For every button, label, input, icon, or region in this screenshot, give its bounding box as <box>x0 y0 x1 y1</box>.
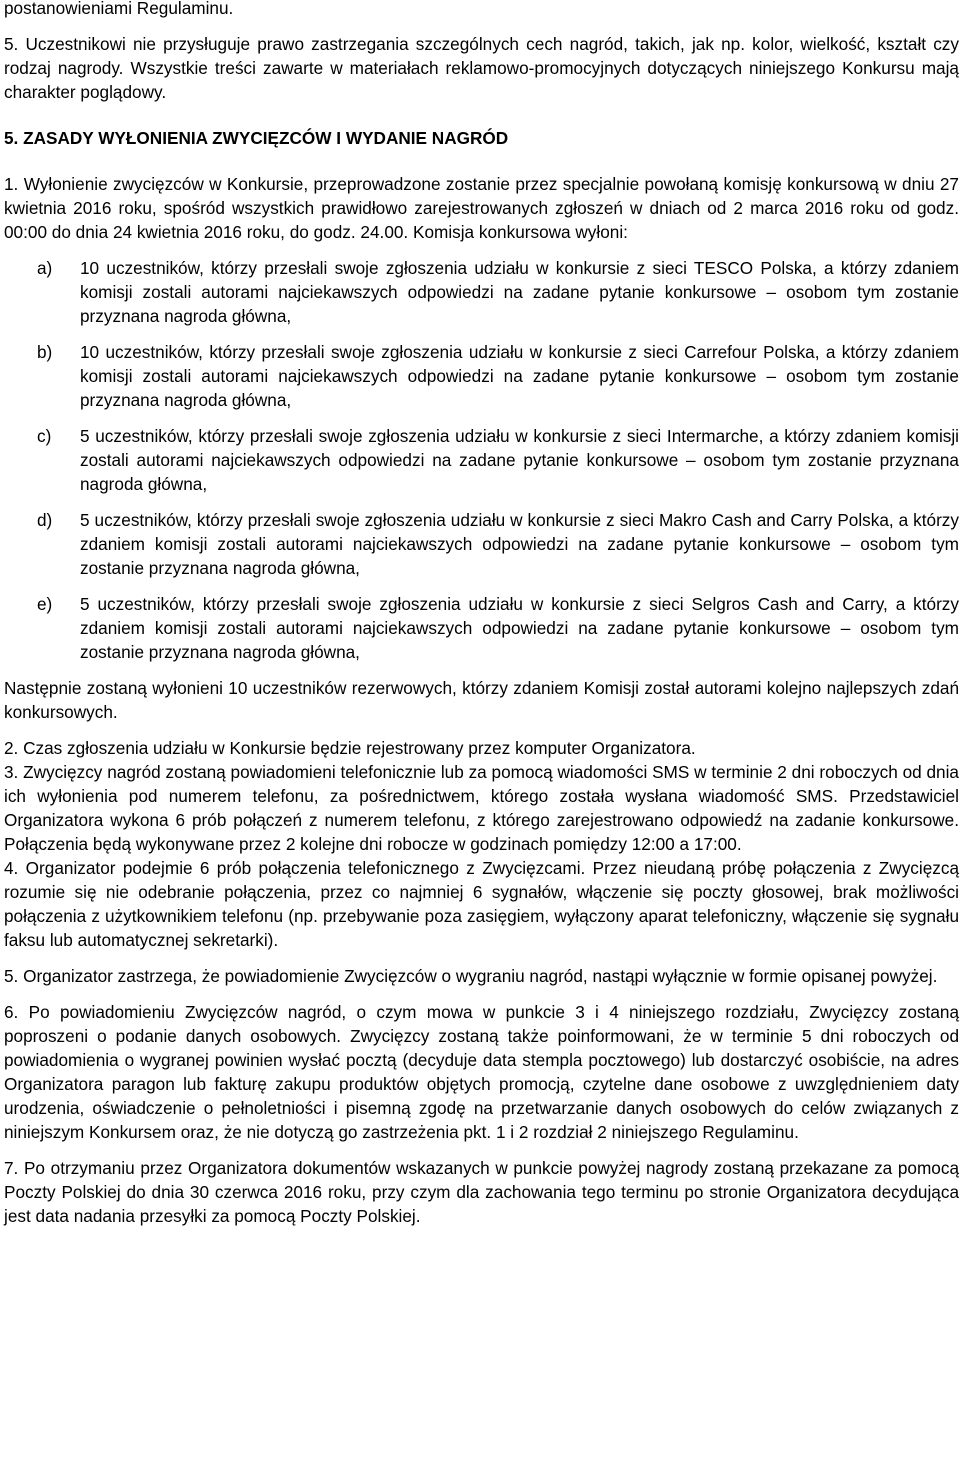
reserve-paragraph: Następnie zostaną wyłonieni 10 uczestników rezerwowych, którzy zdaniem Komisji został autorami kolejno najlepszych zdań konkursowych. <box>4 678 959 722</box>
paragraph-4: 4. Organizator podejmie 6 prób połączenia telefonicznego z Zwycięzcami. Przez nieudaną próbę połączenia z Zwycięzcą rozumie się nie odebranie połączenia, przez co najmniej 6 sygnałów, włączenie się poczty głosowej, brak możliwości połączenia z użytkownikiem telefonu (np. przebywanie poza zasięgiem, wyłączony aparat telefoniczny, włączenie się sygnału faksu lub automatycznej sekretarki). <box>4 858 959 950</box>
paragraph-5-previous: 5. Uczestnikowi nie przysługuje prawo zastrzegania szczególnych cech nagród, takich, jak np. kolor, wielkość, kształt czy rodzaj nagrody. Wszystkie treści zawarte w materiałach reklamowo-promocyjnych dotyczących niniejszego Konkursu mają charakter poglądowy. <box>4 34 959 102</box>
list-item <box>4 592 959 664</box>
list-item-text: 5 uczestników, którzy przesłali swoje zgłoszenia udziału w konkursie z sieci Selgros Cash and Carry, a którzy zdaniem komisji zostali autorami najciekawszych odpowiedzi na zadane pytanie konkursowe – osobom tym zostanie przyznana nagroda główna, <box>80 594 959 662</box>
section-heading: 5. ZASADY WYŁONIENIA ZWYCIĘZCÓW I WYDANIE NAGRÓD <box>4 128 509 148</box>
paragraph-1: 1. Wyłonienie zwycięzców w Konkursie, przeprowadzone zostanie przez specjalnie powołaną komisję konkursową w dniu 27 kwietnia 2016 roku, spośród wszystkich prawidłowo zarejestrowanych zgłoszeń w dniach od 2 marca 2016 roku od godz. 00:00 do dnia 24 kwietnia 2016 roku, do godz. 24.00. Komisja konkursowa wyłoni: <box>4 174 959 242</box>
list-item-letter: c) <box>37 426 52 446</box>
document-page <box>4 0 959 1228</box>
top-fragment: postanowieniami Regulaminu. <box>4 0 234 18</box>
paragraph-6: 6. Po powiadomieniu Zwycięzców nagród, o czym mowa w punkcie 3 i 4 niniejszego rozdziału, Zwycięzcy zostaną poproszeni o podanie danych osobowych. Zwycięzcy zostaną także poinformowani, że w terminie 5 dni roboczych od powiadomienia o wygranej powinien wysłać pocztą (decyduje data stempla pocztowego) lub dostarczyć osobiście, na adres Organizatora paragon lub fakturę zakupu produktów objętych promocją, czytelne dane osobowe z uwzględnieniem daty urodzenia, oświadczenie o pełnoletniości i pisemną zgodę na przetwarzanie danych osobowych do celów związanych z niniejszym Konkursem oraz, że nie dotyczą go zastrzeżenia pkt. 1 i 2 rozdział 2 niniejszego Regulaminu. <box>4 1002 959 1142</box>
list-item-text: 10 uczestników, którzy przesłali swoje zgłoszenia udziału w konkursie z sieci TESCO Polska, a którzy zdaniem komisji zostali autorami najciekawszych odpowiedzi na zadane pytanie konkursowe – osobom tym zostanie przyznana nagroda główna, <box>80 258 959 326</box>
list-item-text: 5 uczestników, którzy przesłali swoje zgłoszenia udziału w konkursie z sieci Makro Cash and Carry Polska, a którzy zdaniem komisji zostali autorami najciekawszych odpowiedzi na zadane pytanie konkursowe – osobom tym zostanie przyznana nagroda główna, <box>80 510 959 578</box>
paragraph-3: 3. Zwycięzcy nagród zostaną powiadomieni telefonicznie lub za pomocą wiadomości SMS w terminie 2 dni roboczych od dnia ich wyłonienia pod numerem telefonu, za pośrednictwem, którego została wysłana wiadomość SMS. Przedstawiciel Organizatora wykona 6 prób połączeń z numerem telefonu, z którego zarejestrowano odpowiedź na zadanie konkursowe. Połączenia będą wykonywane przez 2 kolejne dni robocze w godzinach pomiędzy 12:00 a 17:00. <box>4 762 959 854</box>
paragraph-5: 5. Organizator zastrzega, że powiadomienie Zwycięzców o wygraniu nagród, nastąpi wyłącznie w formie opisanej powyżej. <box>4 966 938 986</box>
list-item-letter: a) <box>37 258 53 278</box>
list-item-letter: e) <box>37 594 53 614</box>
list-item-text: 5 uczestników, którzy przesłali swoje zgłoszenia udziału w konkursie z sieci Intermarche, a którzy zdaniem komisji zostali autorami najciekawszych odpowiedzi na zadane pytanie konkursowe – osobom tym zostanie przyznana nagroda główna, <box>80 426 959 494</box>
list-item <box>4 256 959 328</box>
paragraph-2: 2. Czas zgłoszenia udziału w Konkursie będzie rejestrowany przez komputer Organizatora. <box>4 738 696 758</box>
winners-list <box>4 256 959 664</box>
list-item-letter: d) <box>37 510 53 530</box>
list-item-text: 10 uczestników, którzy przesłali swoje zgłoszenia udziału w konkursie z sieci Carrefour Polska, a którzy zdaniem komisji zostali autorami najciekawszych odpowiedzi na zadane pytanie konkursowe – osobom tym zostanie przyznana nagroda główna, <box>80 342 959 410</box>
list-item <box>4 424 959 496</box>
list-item <box>4 340 959 412</box>
list-item <box>4 508 959 580</box>
list-item-letter: b) <box>37 342 53 362</box>
paragraph-7: 7. Po otrzymaniu przez Organizatora dokumentów wskazanych w punkcie powyżej nagrody zostaną przekazane za pomocą Poczty Polskiej do dnia 30 czerwca 2016 roku, przy czym dla zachowania tego terminu po stronie Organizatora decydująca jest data nadania przesyłki za pomocą Poczty Polskiej. <box>4 1158 959 1226</box>
